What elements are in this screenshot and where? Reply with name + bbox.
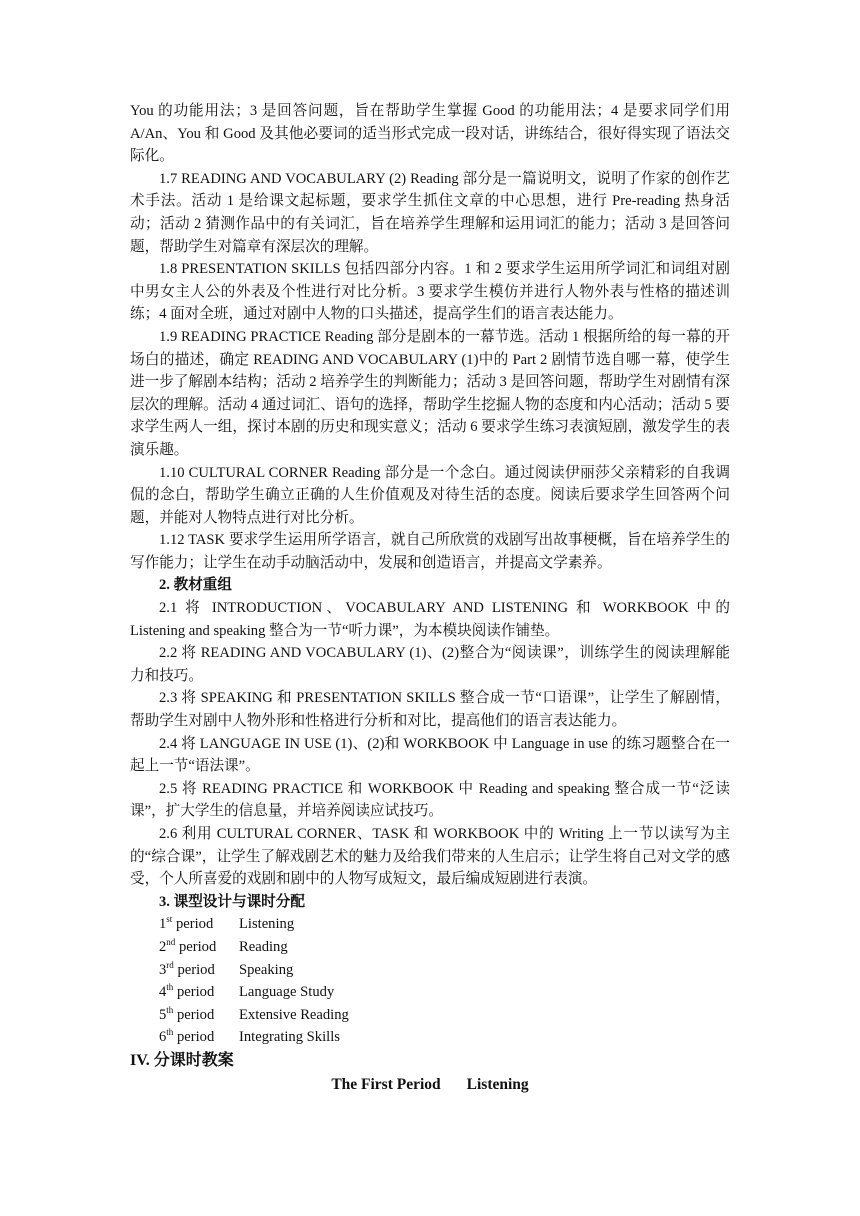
restructure-item-1: 2.1 将 INTRODUCTION、VOCABULARY AND LISTENING 和 WORKBOOK 中的 Listening and speaking 整合为一节“听力课”，为本模块阅读作铺垫。 [130,600,730,639]
period-item: 4th period Language Study [159,982,335,1001]
paragraph-grammar-activities: You 的功能用法；3 是回答问题，旨在帮助学生掌握 Good 的功能用法；4 是要求同学们用 A/An、You 和 Good 及其他必要词的适当形式完成一段对话，讲练结合，很好得实现了语法交际化。 [130,103,730,165]
document-page [130,100,730,1097]
period-item: 5th period Extensive Reading [159,1004,349,1023]
paragraph-cultural-corner: 1.10 CULTURAL CORNER Reading 部分是一个念白。通过阅读伊丽莎父亲精彩的自我调侃的念白，帮助学生确立正确的人生价值观及对待生活的态度。阅读后要求学生回答两个问题，并能对人物特点进行对比分析。 [130,464,730,526]
period-item: 3rd period Speaking [159,959,294,978]
paragraph-reading-practice: 1.9 READING PRACTICE Reading 部分是剧本的一幕节选。活动 1 根据所给的每一幕的开场白的描述，确定 READING AND VOCABULARY (1)中的 Part 2 剧情节选自哪一幕，使学生进一步了解剧本结构；活动 2 培养学生的判断能力；活动 3 是回答问题，帮助学生对剧情有深层次的理解。活动 4 通过词汇、语句的选择，帮助学生挖掘人物的态度和内心活动；活动 5 要求学生两人一组，探讨本剧的历史和现实意义；活动 6 要求学生练习表演短剧，激发学生的表演乐趣。 [130,328,730,458]
period-item: 2nd period Reading [159,936,288,955]
section-iv-heading: IV. 分课时教案 [130,1051,234,1069]
paragraph-reading-vocabulary-2: 1.7 READING AND VOCABULARY (2) Reading 部分是一篇说明文，说明了作家的创作艺术手法。活动 1 是给课文起标题，要求学生抓住文章的中心思想，进行 Pre-reading 热身活动；活动 2 猜测作品中的有关词汇，旨在培养学生理解和运用词汇的能力；活动 3 是回答问题，帮助学生对篇章有深层次的理解。 [130,170,730,255]
heading-periods: 3. 课型设计与课时分配 [159,893,305,910]
paragraph-presentation-skills: 1.8 PRESENTATION SKILLS 包括四部分内容。1 和 2 要求学生运用所学词汇和词组对剧中男女主人公的外表及个性进行对比分析。3 要求学生模仿并进行人物外表与性格的描述训练；4 面对全班，通过对剧中人物的口头描述，提高学生们的语言表达能力。 [130,261,730,323]
period-item: 6th period Integrating Skills [159,1027,340,1046]
restructure-item-3: 2.3 将 SPEAKING 和 PRESENTATION SKILLS 整合成一节“口语课”，让学生了解剧情，帮助学生对剧中人物外形和性格进行分析和对比，提高他们的语言表达能力。 [130,690,730,730]
restructure-item-6: 2.6 利用 CULTURAL CORNER、TASK 和 WORKBOOK 中的 Writing 上一节以读写为主的“综合课”，让学生了解戏剧艺术的魅力及给我们带来的人生启示；让学生将自己对文学的感受，个人所喜爱的戏剧和剧中的人物写成短文，最后编成短剧进行表演。 [130,826,730,888]
restructure-item-5: 2.5 将 READING PRACTICE 和 WORKBOOK 中 Reading and speaking 整合成一节“泛读课”，扩大学生的信息量，并培养阅读应试技巧。 [130,780,730,820]
first-period-title: The First Period Listening [331,1075,529,1093]
paragraph-task: 1.12 TASK 要求学生运用所学语言，就自己所欣赏的戏剧写出故事梗概，旨在培养学生的写作能力；让学生在动手动脑活动中，发展和创造语言，并提高文学素养。 [130,532,730,571]
period-item: 1st period Listening [159,914,295,933]
restructure-item-4: 2.4 将 LANGUAGE IN USE (1)、(2)和 WORKBOOK 中 Language in use 的练习题整合在一起上一节“语法课”。 [130,735,730,775]
period-list [130,913,730,1049]
heading-restructure: 2. 教材重组 [159,577,232,594]
restructure-item-2: 2.2 将 READING AND VOCABULARY (1)、(2)整合为“阅读课”，训练学生的阅读理解能力和技巧。 [130,645,730,684]
